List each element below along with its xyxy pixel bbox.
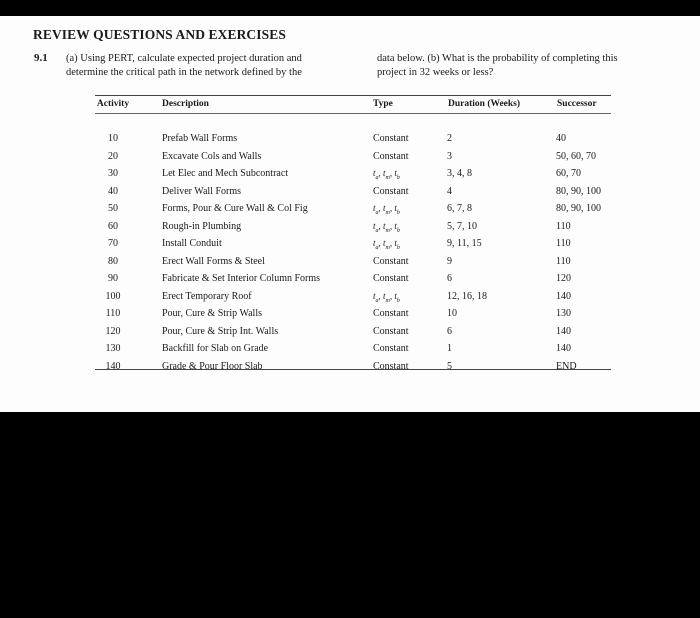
cell-description: Let Elec and Mech Subcontract [162,168,289,179]
table-header-rule [95,113,611,114]
header-type: Type [373,99,393,109]
cell-type: $t_a$, $t_m$, $t_b$ [373,220,400,234]
cell-successor: 140 [556,325,571,337]
cell-type: Constant [373,325,409,337]
cell-type: Constant [373,360,409,372]
cell-activity: 130 [105,343,121,354]
cell-type: Constant [373,133,409,144]
cell-duration: 3, 4, 8 [447,168,472,179]
cell-type: $t_a$, $t_m$, $t_b$ [373,290,400,304]
cell-duration: 6, 7, 8 [447,203,472,214]
header-duration: Duration (Weeks) [448,99,521,109]
cell-duration: 9, 11, 15 [447,238,482,249]
cell-type: Constant [373,255,409,267]
cell-successor: 110 [556,238,571,249]
cell-description: Deliver Wall Forms [162,185,241,197]
cell-successor: 40 [556,133,566,144]
question-line: data below. (b) What is the probability of completing this [377,53,618,64]
cell-duration: 9 [447,255,452,267]
cell-type: Constant [373,150,409,162]
cell-activity: 80 [108,255,118,267]
cell-type: Constant [373,343,409,354]
cell-activity: 120 [105,325,121,337]
question-line: determine the critical path in the network defined by the [66,67,302,78]
header-activity: Activity [96,99,130,109]
question-line: project in 32 weeks or less? [377,67,494,78]
cell-description: Erect Temporary Roof [162,290,252,302]
cell-successor: 140 [556,343,571,354]
cell-type: Constant [373,185,409,197]
cell-activity: 50 [108,203,118,214]
cell-successor: 130 [556,308,571,319]
cell-activity: 30 [108,168,118,179]
cell-duration: 1 [447,343,452,354]
cell-successor: 140 [556,290,571,302]
cell-successor: 110 [556,255,571,267]
cell-duration: 10 [447,308,457,319]
cell-description: Forms, Pour & Cure Wall & Col Fig [162,203,308,214]
cell-description: Rough-in Plumbing [162,220,242,232]
cell-activity: 10 [108,133,118,144]
cell-duration: 2 [447,133,452,144]
cell-description: Pour, Cure & Strip Walls [162,308,262,319]
cell-duration: 6 [447,325,452,337]
cell-successor: 60, 70 [556,168,581,179]
question-line: (a) Using PERT, calculate expected project duration and [66,53,302,64]
question-text-left [66,52,341,80]
cell-activity: 60 [108,220,118,232]
cell-activity: 110 [105,308,121,319]
cell-type: $t_a$, $t_m$, $t_b$ [373,238,400,251]
cell-description: Install Conduit [162,238,222,249]
question-number: 9.1 [34,52,48,64]
question-text-right [377,52,657,80]
cell-successor: 110 [556,220,571,232]
cell-successor: 80, 90, 100 [556,203,601,214]
cell-description: Grade & Pour Floor Slab [162,360,263,372]
cell-type: $t_a$, $t_m$, $t_b$ [373,168,400,181]
cell-duration: 5 [447,360,452,372]
header-description: Description [162,99,209,109]
cell-type: Constant [373,273,409,284]
cell-successor: 80, 90, 100 [556,185,601,197]
cell-description: Fabricate & Set Interior Column Forms [162,273,321,284]
cell-duration: 12, 16, 18 [447,290,487,302]
cell-successor: 120 [556,273,571,284]
section-heading: REVIEW QUESTIONS AND EXERCISES [33,27,286,42]
cell-activity: 40 [108,185,118,197]
header-successor: Successor [557,99,597,109]
table-top-rule [95,95,611,96]
textbook-page [0,16,700,412]
cell-activity: 70 [108,238,118,249]
cell-activity: 100 [105,290,121,302]
cell-activity: 20 [108,150,118,162]
cell-description: Prefab Wall Forms [162,133,238,144]
cell-duration: 6 [447,273,452,284]
cell-duration: 3 [447,150,452,162]
cell-duration: 5, 7, 10 [447,220,477,232]
cell-type: $t_a$, $t_m$, $t_b$ [373,203,400,216]
cell-successor: 50, 60, 70 [556,150,596,162]
cell-type: Constant [373,308,409,319]
cell-successor: END [556,360,577,372]
cell-duration: 4 [447,185,452,197]
cell-activity: 90 [108,273,118,284]
cell-description: Excavate Cols and Walls [162,150,262,162]
cell-description: Erect Wall Forms & Steel [162,255,265,267]
cell-description: Backfill for Slab on Grade [162,343,269,354]
cell-activity: 140 [105,360,121,372]
cell-description: Pour, Cure & Strip Int. Walls [162,325,279,337]
